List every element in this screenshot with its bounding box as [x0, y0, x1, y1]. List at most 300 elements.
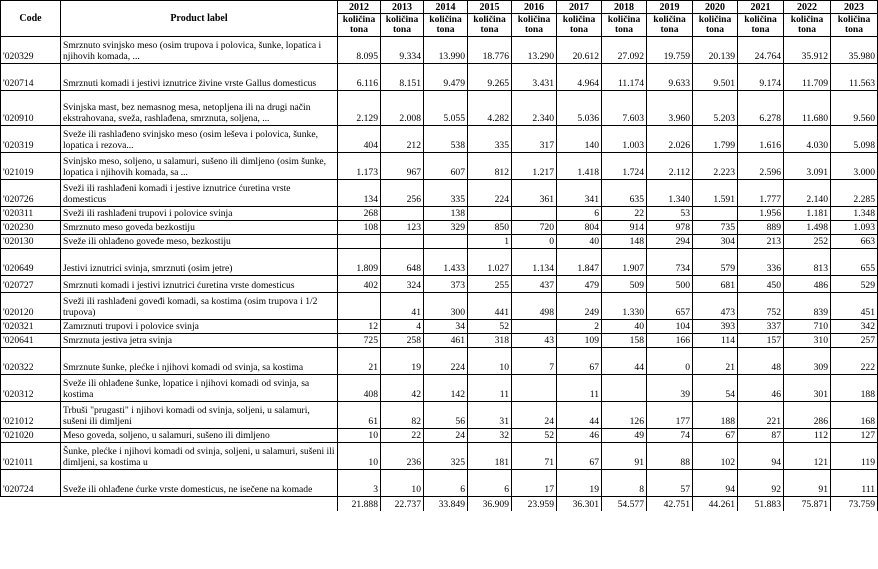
quantity-cell: 329 [424, 221, 468, 235]
totals-spacer [1, 497, 61, 511]
header-unit: količina tona [338, 14, 381, 37]
quantity-cell: 148 [602, 235, 647, 249]
table-row [1, 402, 878, 429]
quantity-cell: 11.563 [831, 64, 878, 91]
header-unit: količina tona [424, 14, 468, 37]
quantity-cell: 123 [381, 221, 424, 235]
quantity-cell: 1.330 [602, 293, 647, 320]
quantity-cell [338, 293, 381, 320]
quantity-cell: 1.907 [602, 249, 647, 276]
quantity-cell: 538 [424, 126, 468, 153]
quantity-cell: 222 [831, 348, 878, 375]
quantity-cell: 102 [693, 443, 738, 470]
quantity-cell: 402 [338, 276, 381, 293]
table-row [1, 375, 878, 402]
product-label: Svinjska mast, bez nemasnog mesa, netopljena ili na drugi način ekstrahovana, sveža, rashlađena, smrznuta, soljena, ... [61, 91, 338, 126]
product-label: Smrznuto svinjsko meso (osim trupova i polovica, šunke, lopatica i njihovih komada, ... [61, 37, 338, 64]
header-year: 2014 [424, 1, 468, 14]
quantity-cell [381, 207, 424, 221]
header-year: 2021 [738, 1, 784, 14]
quantity-cell: 441 [468, 293, 512, 320]
quantity-cell: 22 [381, 429, 424, 443]
quantity-cell: 224 [468, 180, 512, 207]
quantity-cell: 181 [468, 443, 512, 470]
quantity-cell: 41 [381, 293, 424, 320]
quantity-cell: 720 [512, 221, 557, 235]
quantity-cell: 19 [381, 348, 424, 375]
quantity-cell: 67 [557, 443, 602, 470]
quantity-cell: 1.724 [602, 153, 647, 180]
product-code: '020120 [1, 293, 61, 320]
quantity-cell: 3.960 [647, 91, 693, 126]
quantity-cell: 500 [647, 276, 693, 293]
total-cell: 44.261 [693, 497, 738, 511]
header-year: 2016 [512, 1, 557, 14]
quantity-cell: 236 [381, 443, 424, 470]
quantity-cell: 19 [557, 470, 602, 497]
quantity-cell: 157 [738, 334, 784, 348]
totals-spacer [61, 497, 338, 511]
quantity-cell [693, 207, 738, 221]
header-unit: količina tona [602, 14, 647, 37]
product-code: '020714 [1, 64, 61, 91]
header-code: Code [1, 1, 61, 37]
header-unit: količina tona [738, 14, 784, 37]
product-code: '020312 [1, 375, 61, 402]
product-label: Sveže ili rashlađeno svinjsko meso (osim leševa i polovica, šunke, lopatica i rezova... [61, 126, 338, 153]
quantity-cell: 529 [831, 276, 878, 293]
quantity-cell: 127 [831, 429, 878, 443]
quantity-cell: 1.809 [338, 249, 381, 276]
quantity-cell [602, 375, 647, 402]
quantity-cell: 752 [738, 293, 784, 320]
quantity-cell: 3.431 [512, 64, 557, 91]
header-year: 2018 [602, 1, 647, 14]
quantity-cell: 11.680 [784, 91, 831, 126]
total-cell: 36.301 [557, 497, 602, 511]
quantity-cell: 3.091 [784, 153, 831, 180]
quantity-cell: 188 [831, 375, 878, 402]
quantity-cell: 5.098 [831, 126, 878, 153]
quantity-cell: 74 [647, 429, 693, 443]
quantity-cell: 309 [784, 348, 831, 375]
quantity-cell: 735 [693, 221, 738, 235]
quantity-cell: 52 [468, 320, 512, 334]
quantity-cell: 1.348 [831, 207, 878, 221]
quantity-cell: 318 [468, 334, 512, 348]
quantity-cell: 104 [647, 320, 693, 334]
product-code: '020727 [1, 276, 61, 293]
product-code: '021020 [1, 429, 61, 443]
quantity-cell: 11 [468, 375, 512, 402]
quantity-cell: 3 [338, 470, 381, 497]
quantity-cell: 12 [338, 320, 381, 334]
quantity-cell: 1.847 [557, 249, 602, 276]
table-footer [1, 497, 878, 511]
table-row [1, 207, 878, 221]
quantity-cell: 112 [784, 429, 831, 443]
quantity-cell: 4.964 [557, 64, 602, 91]
quantity-cell: 681 [693, 276, 738, 293]
quantity-cell: 6.278 [738, 91, 784, 126]
quantity-cell: 450 [738, 276, 784, 293]
total-cell: 54.577 [602, 497, 647, 511]
quantity-cell: 114 [693, 334, 738, 348]
quantity-cell: 1.181 [784, 207, 831, 221]
quantity-cell: 408 [338, 375, 381, 402]
quantity-cell: 635 [602, 180, 647, 207]
product-code: '020319 [1, 126, 61, 153]
table-row [1, 249, 878, 276]
quantity-cell: 725 [338, 334, 381, 348]
quantity-cell: 4.030 [784, 126, 831, 153]
quantity-cell: 1.591 [693, 180, 738, 207]
product-label: Trbuši "prugasti" i njihovi komadi od svinja, soljeni, u salamuri, sušeni ili dimljeni [61, 402, 338, 429]
quantity-cell: 335 [468, 126, 512, 153]
quantity-cell: 67 [557, 348, 602, 375]
product-code: '020329 [1, 37, 61, 64]
quantity-cell: 27.092 [602, 37, 647, 64]
quantity-cell: 734 [647, 249, 693, 276]
quantity-cell: 57 [647, 470, 693, 497]
table-row [1, 235, 878, 249]
quantity-cell: 7 [512, 348, 557, 375]
product-label: Sveži ili rashlađeni goveđi komadi, sa kostima (osim trupova i 1/2 trupova) [61, 293, 338, 320]
quantity-cell: 32 [468, 429, 512, 443]
quantity-cell: 91 [784, 470, 831, 497]
quantity-cell: 67 [693, 429, 738, 443]
quantity-cell: 24.764 [738, 37, 784, 64]
quantity-cell: 335 [424, 180, 468, 207]
header-unit: količina tona [381, 14, 424, 37]
quantity-cell: 486 [784, 276, 831, 293]
total-cell: 75.871 [784, 497, 831, 511]
quantity-cell: 1.173 [338, 153, 381, 180]
header-year: 2023 [831, 1, 878, 14]
quantity-cell: 324 [381, 276, 424, 293]
quantity-cell: 10 [468, 348, 512, 375]
total-cell: 36.909 [468, 497, 512, 511]
header-unit: količina tona [557, 14, 602, 37]
quantity-cell: 1.340 [647, 180, 693, 207]
quantity-cell: 221 [738, 402, 784, 429]
product-label: Svinjsko meso, soljeno, u salamuri, sušeno ili dimljeno (osim šunke, lopatica i njihovih komada, sa ... [61, 153, 338, 180]
quantity-cell: 5.055 [424, 91, 468, 126]
product-label: Meso goveda, soljeno, u salamuri, sušeno ili dimljeno [61, 429, 338, 443]
table-row [1, 443, 878, 470]
product-label: Šunke, plećke i njihovi komadi od svinja, soljeni, u salamuri, sušeni ili dimljeni, sa kostima u [61, 443, 338, 470]
quantity-cell: 10 [338, 443, 381, 470]
quantity-cell: 48 [738, 348, 784, 375]
header-year: 2020 [693, 1, 738, 14]
quantity-cell: 257 [831, 334, 878, 348]
table-row [1, 334, 878, 348]
quantity-cell: 6.116 [338, 64, 381, 91]
quantity-cell: 11.174 [602, 64, 647, 91]
product-label: Sveže ili ohlađene šunke, lopatice i njihovi komadi od svinja, sa kostima [61, 375, 338, 402]
quantity-cell: 111 [831, 470, 878, 497]
quantity-cell: 0 [512, 235, 557, 249]
quantity-cell: 1 [468, 235, 512, 249]
quantity-cell: 648 [381, 249, 424, 276]
total-cell: 22.737 [381, 497, 424, 511]
header-year: 2015 [468, 1, 512, 14]
quantity-cell: 473 [693, 293, 738, 320]
quantity-cell: 46 [738, 375, 784, 402]
quantity-cell: 8.095 [338, 37, 381, 64]
quantity-cell: 1.093 [831, 221, 878, 235]
quantity-cell: 451 [831, 293, 878, 320]
quantity-cell: 108 [338, 221, 381, 235]
quantity-cell: 8.151 [381, 64, 424, 91]
quantity-cell: 6 [557, 207, 602, 221]
total-cell: 23.959 [512, 497, 557, 511]
quantity-cell: 92 [738, 470, 784, 497]
quantity-cell: 40 [602, 320, 647, 334]
quantity-cell: 304 [693, 235, 738, 249]
quantity-cell: 850 [468, 221, 512, 235]
quantity-cell: 498 [512, 293, 557, 320]
quantity-cell: 61 [338, 402, 381, 429]
quantity-cell: 812 [468, 153, 512, 180]
quantity-cell: 301 [784, 375, 831, 402]
quantity-cell [468, 207, 512, 221]
quantity-cell: 9.265 [468, 64, 512, 91]
header-unit: količina tona [831, 14, 878, 37]
quantity-cell: 479 [557, 276, 602, 293]
quantity-cell: 158 [602, 334, 647, 348]
quantity-cell: 804 [557, 221, 602, 235]
table-row [1, 429, 878, 443]
quantity-cell: 286 [784, 402, 831, 429]
quantity-cell: 1.217 [512, 153, 557, 180]
product-code: '020726 [1, 180, 61, 207]
quantity-cell: 31 [468, 402, 512, 429]
quantity-cell: 2.026 [647, 126, 693, 153]
quantity-cell: 88 [647, 443, 693, 470]
quantity-cell: 54 [693, 375, 738, 402]
product-code: '020230 [1, 221, 61, 235]
quantity-cell: 967 [381, 153, 424, 180]
quantity-cell: 224 [424, 348, 468, 375]
product-label: Smrznuti komadi i jestivi iznutrice živine vrste Gallus domesticus [61, 64, 338, 91]
quantity-cell: 256 [381, 180, 424, 207]
quantity-cell: 4 [381, 320, 424, 334]
quantity-cell: 4.282 [468, 91, 512, 126]
quantity-cell: 19.759 [647, 37, 693, 64]
total-cell: 42.751 [647, 497, 693, 511]
quantity-cell: 5.203 [693, 91, 738, 126]
quantity-cell: 607 [424, 153, 468, 180]
quantity-cell: 889 [738, 221, 784, 235]
table-row [1, 91, 878, 126]
product-code: '020322 [1, 348, 61, 375]
product-label: Smrznuta jestiva jetra svinja [61, 334, 338, 348]
quantity-cell: 2.140 [784, 180, 831, 207]
quantity-cell: 91 [602, 443, 647, 470]
table-header [1, 1, 878, 37]
product-code: '021012 [1, 402, 61, 429]
header-year: 2017 [557, 1, 602, 14]
quantity-cell: 9.501 [693, 64, 738, 91]
quantity-cell: 49 [602, 429, 647, 443]
table-row [1, 320, 878, 334]
quantity-cell: 140 [557, 126, 602, 153]
quantity-cell: 249 [557, 293, 602, 320]
quantity-cell: 342 [831, 320, 878, 334]
quantity-cell: 437 [512, 276, 557, 293]
quantity-cell: 18.776 [468, 37, 512, 64]
product-code: '020130 [1, 235, 61, 249]
table-row [1, 126, 878, 153]
quantity-cell: 9.334 [381, 37, 424, 64]
quantity-cell: 2.129 [338, 91, 381, 126]
quantity-cell: 268 [338, 207, 381, 221]
quantity-cell: 5.036 [557, 91, 602, 126]
quantity-cell [512, 375, 557, 402]
totals-row [1, 497, 878, 511]
quantity-cell: 1.616 [738, 126, 784, 153]
quantity-cell: 35.912 [784, 37, 831, 64]
quantity-cell: 42 [381, 375, 424, 402]
quantity-cell: 1.433 [424, 249, 468, 276]
total-cell: 21.888 [338, 497, 381, 511]
quantity-cell: 404 [338, 126, 381, 153]
quantity-cell: 6 [424, 470, 468, 497]
quantity-cell: 839 [784, 293, 831, 320]
quantity-cell: 46 [557, 429, 602, 443]
quantity-cell: 11.709 [784, 64, 831, 91]
quantity-cell: 2.596 [738, 153, 784, 180]
table-body [1, 37, 878, 497]
product-label: Sveže ili ohlađeno goveđe meso, bezkostiju [61, 235, 338, 249]
quantity-cell: 9.560 [831, 91, 878, 126]
quantity-cell: 2.340 [512, 91, 557, 126]
quantity-cell: 373 [424, 276, 468, 293]
total-cell: 51.883 [738, 497, 784, 511]
quantity-cell: 914 [602, 221, 647, 235]
quantity-cell: 119 [831, 443, 878, 470]
quantity-cell: 71 [512, 443, 557, 470]
quantity-cell: 20.612 [557, 37, 602, 64]
quantity-cell: 142 [424, 375, 468, 402]
quantity-cell: 39 [647, 375, 693, 402]
quantity-cell: 94 [738, 443, 784, 470]
header-unit: količina tona [693, 14, 738, 37]
quantity-cell: 294 [647, 235, 693, 249]
table-row [1, 293, 878, 320]
total-cell: 73.759 [831, 497, 878, 511]
quantity-cell: 22 [602, 207, 647, 221]
product-label: Sveži ili rashlađeni trupovi i polovice svinja [61, 207, 338, 221]
quantity-cell: 9.633 [647, 64, 693, 91]
quantity-cell: 655 [831, 249, 878, 276]
header-unit: količina tona [647, 14, 693, 37]
quantity-cell: 255 [468, 276, 512, 293]
table-row [1, 180, 878, 207]
quantity-cell: 7.603 [602, 91, 647, 126]
header-product-label: Product label [61, 1, 338, 37]
header-year: 2013 [381, 1, 424, 14]
header-year: 2019 [647, 1, 693, 14]
product-code: '021019 [1, 153, 61, 180]
quantity-cell: 24 [512, 402, 557, 429]
quantity-cell: 813 [784, 249, 831, 276]
quantity-cell: 657 [647, 293, 693, 320]
quantity-cell [512, 207, 557, 221]
quantity-cell: 1.777 [738, 180, 784, 207]
product-label: Zamrznuti trupovi i polovice svinja [61, 320, 338, 334]
quantity-cell: 138 [424, 207, 468, 221]
quantity-cell: 21 [338, 348, 381, 375]
quantity-cell: 6 [468, 470, 512, 497]
header-unit: količina tona [784, 14, 831, 37]
quantity-cell: 13.990 [424, 37, 468, 64]
table-row [1, 348, 878, 375]
quantity-cell: 35.980 [831, 37, 878, 64]
quantity-cell: 52 [512, 429, 557, 443]
quantity-cell: 341 [557, 180, 602, 207]
quantity-cell: 337 [738, 320, 784, 334]
quantity-cell [381, 235, 424, 249]
total-cell: 33.849 [424, 497, 468, 511]
quantity-cell: 2.223 [693, 153, 738, 180]
quantity-cell: 212 [381, 126, 424, 153]
quantity-cell: 121 [784, 443, 831, 470]
product-code: '020641 [1, 334, 61, 348]
table-row [1, 221, 878, 235]
product-label: Sveži ili rashlađeni komadi i jestive iznutrice ćuretina vrste domesticus [61, 180, 338, 207]
product-code: '020649 [1, 249, 61, 276]
header-year: 2022 [784, 1, 831, 14]
product-code: '020724 [1, 470, 61, 497]
quantity-cell: 21 [693, 348, 738, 375]
quantity-cell: 1.799 [693, 126, 738, 153]
quantity-cell: 3.000 [831, 153, 878, 180]
quantity-cell: 710 [784, 320, 831, 334]
quantity-cell: 461 [424, 334, 468, 348]
quantity-cell: 166 [647, 334, 693, 348]
quantity-cell: 126 [602, 402, 647, 429]
quantity-cell: 317 [512, 126, 557, 153]
table-row [1, 37, 878, 64]
quantity-cell: 134 [338, 180, 381, 207]
quantity-cell: 310 [784, 334, 831, 348]
quantity-cell: 44 [602, 348, 647, 375]
quantity-cell: 56 [424, 402, 468, 429]
product-label: Smrznuti komadi i jestivi iznutrici ćuretina vrste domesticus [61, 276, 338, 293]
quantity-cell: 8 [602, 470, 647, 497]
product-code: '020910 [1, 91, 61, 126]
quantity-cell: 17 [512, 470, 557, 497]
table-row [1, 153, 878, 180]
quantity-cell: 11 [557, 375, 602, 402]
table-row [1, 64, 878, 91]
quantity-cell: 1.027 [468, 249, 512, 276]
quantity-cell: 1.003 [602, 126, 647, 153]
quantity-cell: 44 [557, 402, 602, 429]
product-label: Smrznuto meso goveda bezkostiju [61, 221, 338, 235]
quantity-cell: 361 [512, 180, 557, 207]
table-row [1, 470, 878, 497]
quantity-cell: 109 [557, 334, 602, 348]
quantity-cell [512, 320, 557, 334]
product-label: Jestivi iznutrici svinja, smrznuti (osim jetre) [61, 249, 338, 276]
header-year-row [1, 1, 878, 14]
header-year: 2012 [338, 1, 381, 14]
quantity-cell: 1.418 [557, 153, 602, 180]
quantity-cell: 978 [647, 221, 693, 235]
